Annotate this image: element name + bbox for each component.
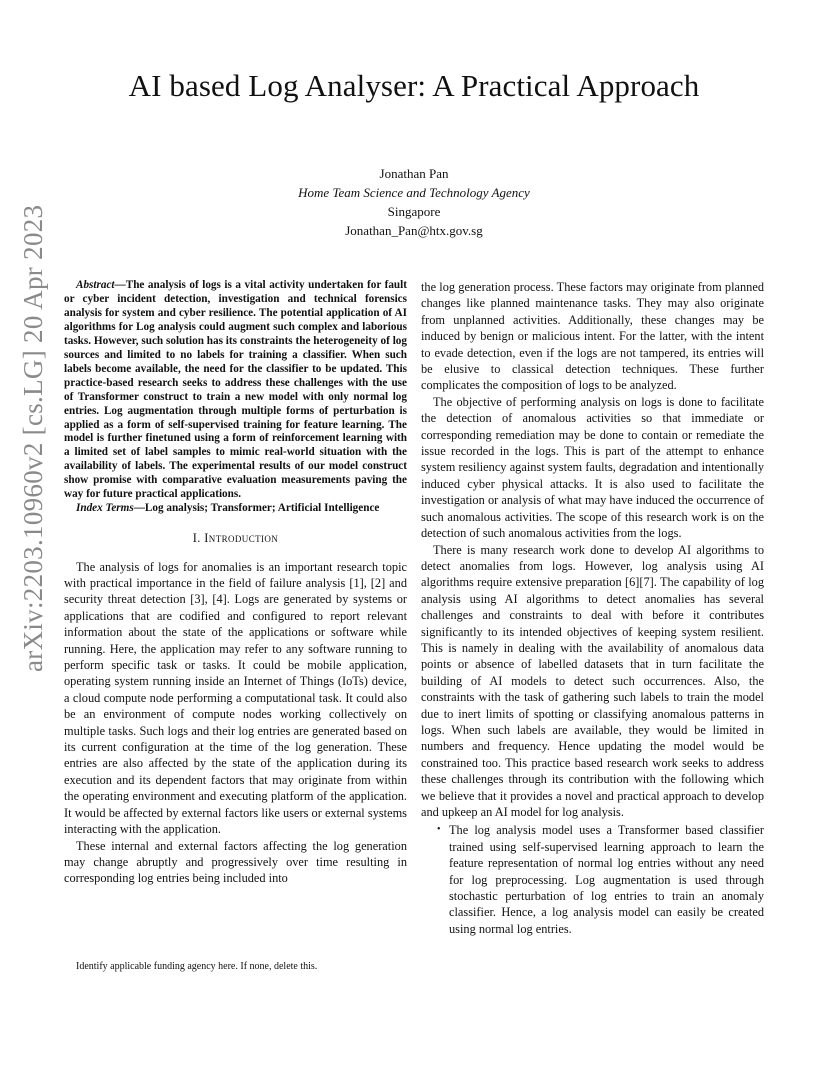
intro-paragraph-2: These internal and external factors affecting the log generation may change abruptly and progressively over time resulting in corresponding log entries being included into [64, 838, 407, 886]
author-location: Singapore [387, 204, 441, 219]
author-block [0, 164, 828, 240]
left-column [64, 279, 407, 887]
paper-title: AI based Log Analyser: A Practical Approach [128, 68, 700, 103]
list-item [437, 822, 764, 937]
index-terms [64, 502, 407, 516]
abstract-text: —The analysis of logs is a vital activity undertaken for fault or cyber incident detection, investigation and technical forensics analysis for system and cyber resilience. The potential application of AI algorithms for Log analysis could augment such complex and laborious tasks. However, such solution has its constraints the heterogeneity of log sources and limited to no labels for training a classifier. When such labels become available, the need for the classifier to be updated. This practice-based research seeks to address these challenges with the use of Transformer construct to train a new model with only normal log entries. Log augmentation through multiple forms of perturbation is applied as a form of self-supervised training for feature learning. The model is further finetuned using a form of reinforcement learning with a limited set of label samples to mimic real-world situation with the availability of labels. The experimental results of our model construct show promise with comparative evaluation measurements paving the way for future practical applications. [64, 279, 407, 501]
intro-paragraph-1: The analysis of logs for anomalies is an important research topic with practical importance in the field of failure analysis [1], [2] and security threat detection [3], [4]. Logs are generated by systems or applications that are codified and configured to report relevant information about the state of the applications or software while running. Here, the application may refer to any software running to perform specific task or tasks. It could be mobile application, operating system running inside an Internet of Things (IoTs) device, a cloud compute node performing a computational task. It could also be an environment of compute nodes working collectively on multiple tasks. Such logs and their log entries are generated based on its current configuration at the time of the log generation. These entries are also affected by the state of the application during its execution and its dependent factors that may originate from within the operating environment and executing platform of the application. It would be affected by external factors like users or external systems interacting with the application. [64, 559, 407, 837]
author-email: Jonathan_Pan@htx.gov.sg [345, 223, 483, 238]
index-terms-lead: Index Terms [76, 502, 134, 515]
intro-paragraph-2-continued: the log generation process. These factors may originate from planned changes like planned maintenance tasks. They may also originate from unplanned activities. Additionally, these changes may be induced by benign or malicious intent. For the latter, with the intent to evade detection, even if the logs are not tampered, its entries will be elusive to classical detection techniques. These further complicates the composition of logs to be analyzed. [421, 280, 764, 393]
section-heading-introduction: I. Introduction [192, 531, 279, 546]
abstract [64, 279, 407, 502]
abstract-lead: Abstract [76, 279, 115, 291]
index-terms-text: —Log analysis; Transformer; Artificial Intelligence [133, 502, 380, 515]
arxiv-identifier-stamp: arXiv:2203.10960v2 [cs.LG] 20 Apr 2023 [18, 204, 48, 672]
list-item-text: The log analysis model uses a Transformer based classifier trained using self-supervised learning approach to learn the feature representation of normal log entries without any need for log preprocessing. Log augmentation is used through stochastic perturbation of log entries to train an anomaly classifier. Hence, a log analysis model can easily be created using normal log entries. [449, 823, 764, 936]
right-column [421, 279, 764, 937]
author-affiliation: Home Team Science and Technology Agency [298, 185, 530, 200]
footnote: Identify applicable funding agency here. If none, delete this. [76, 961, 318, 972]
contribution-list [437, 822, 764, 937]
intro-paragraph-4: There is many research work done to develop AI algorithms to detect anomalies from logs. However, log analysis using AI algorithms require extensive preparation [6][7]. The capability of log analysis using AI algorithms to detect anomalies has several challenges and constraints to deal with before it contributes significantly to its intended objectives of keeping system resilient. This is namely in dealing with the availability of anomalous data points or absence of labelled datasets that in turn facilitate the building of AI models to detect such occurrences. Also, the constraints with the task of gathering such labels to train the model due to inert limits of spotting or classifying anomalous patterns in logs. When such labels are available, they would be limited in numbers and frequency. Hence updating the model would be constrained too. This practice based research work seeks to address these challenges through its contribution with the following which we believe that it provides a novel and practical approach to develop and upkeep an AI model for log analysis. [421, 542, 764, 819]
author-name: Jonathan Pan [379, 166, 449, 181]
bullet-icon: • [437, 824, 441, 836]
intro-paragraph-3: The objective of performing analysis on logs is done to facilitate the detection of anomalous activities so that immediate or corresponding remediation may be done to contain or remediate the issue recorded in the logs. This is part of the attempt to enhance system resiliency against system faults, degradation and intentionally induced cyber physical attacks. It is also used to facilitate the investigation or analysis of what may have induced the occurrence of such anomalous activities. The scope of this research work is on the detection of such anomalous activities from the logs. [421, 394, 764, 541]
